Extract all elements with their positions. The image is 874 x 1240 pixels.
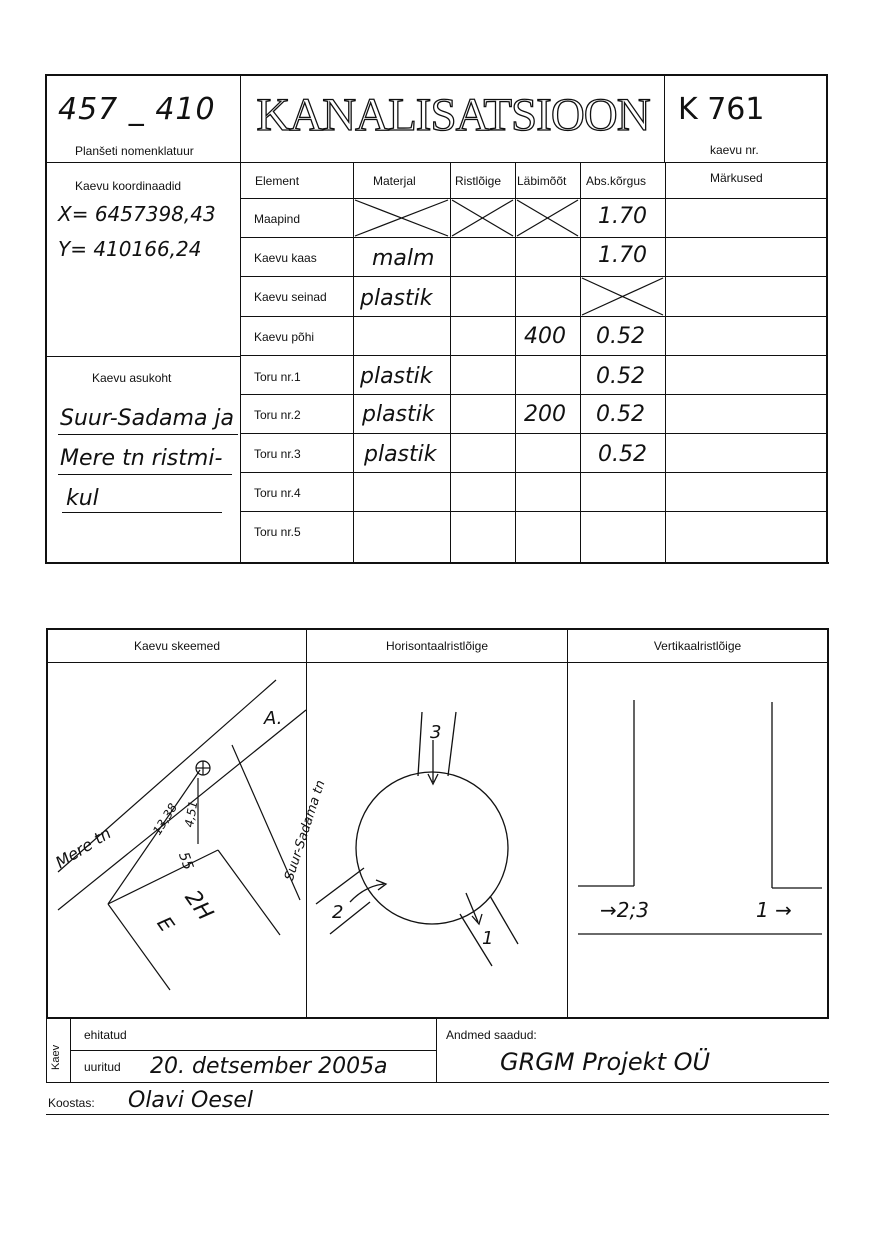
row-element: Toru nr.2 bbox=[254, 408, 301, 422]
row-element: Toru nr.1 bbox=[254, 370, 301, 384]
scheme-title: Kaevu skeemed bbox=[133, 639, 221, 653]
compiled-label: Koostas: bbox=[48, 1096, 95, 1110]
horizontal-pipe-1: 1 bbox=[482, 928, 494, 949]
header-notes: Märkused bbox=[710, 171, 763, 185]
built-label: ehitatud bbox=[84, 1028, 127, 1042]
location-line-1: Suur-Sadama ja bbox=[60, 406, 235, 431]
row-element: Toru nr.4 bbox=[254, 486, 301, 500]
header-diameter: Läbimõõt bbox=[517, 174, 567, 188]
measured-label: uuritud bbox=[84, 1060, 121, 1074]
location-line-2: Mere tn ristmi- bbox=[60, 446, 223, 471]
row-element: Kaevu kaas bbox=[254, 251, 317, 265]
row-element: Kaevu põhi bbox=[254, 330, 315, 344]
scheme-label-building: 2H bbox=[179, 886, 218, 926]
header-material: Materjal bbox=[373, 174, 416, 188]
location-line-3: kul bbox=[66, 486, 99, 511]
coordinate-x: X= 6457398,43 bbox=[58, 202, 216, 226]
nomenclature-value: 457 _ 410 bbox=[58, 92, 216, 127]
compiled-value: Olavi Oesel bbox=[128, 1088, 253, 1113]
well-number-label: kaevu nr. bbox=[710, 143, 759, 157]
well-number-value: K 761 bbox=[678, 92, 765, 127]
row-material: plastik bbox=[362, 402, 435, 427]
measured-value: 20. detsember 2005a bbox=[150, 1054, 388, 1079]
location-label: Kaevu asukoht bbox=[92, 371, 172, 385]
header-cross-section: Ristlõige bbox=[455, 174, 502, 188]
row-material: plastik bbox=[360, 286, 433, 311]
vertical-section-title: Vertikaalristlõige bbox=[653, 639, 742, 653]
vertical-label-left: →2;3 bbox=[600, 898, 649, 922]
scheme-label-suur: Suur-Sadama tn bbox=[282, 778, 329, 883]
horizontal-pipe-3: 3 bbox=[430, 722, 442, 743]
row-diameter: 200 bbox=[524, 402, 566, 427]
header-element: Element bbox=[255, 174, 300, 188]
row-height: 1.70 bbox=[598, 243, 647, 268]
page-title: KANALISATSIOON bbox=[256, 89, 650, 141]
footer-side-label: Kaev bbox=[50, 1044, 62, 1070]
row-material: malm bbox=[372, 246, 435, 271]
row-height: 0.52 bbox=[596, 324, 645, 349]
vertical-label-right: 1 → bbox=[756, 898, 792, 922]
header-abs-height: Abs.kõrgus bbox=[586, 174, 647, 188]
scheme-label-a: A. bbox=[264, 708, 283, 729]
data-from-value: GRGM Projekt OÜ bbox=[500, 1048, 711, 1076]
row-height: 0.52 bbox=[596, 364, 645, 389]
row-material: plastik bbox=[360, 364, 433, 389]
scheme-dim-2: 4,51 bbox=[182, 799, 201, 829]
scheme-label-e: E bbox=[152, 912, 180, 937]
row-diameter: 400 bbox=[524, 324, 566, 349]
horizontal-section-title: Horisontaalristlõige bbox=[385, 639, 489, 653]
nomenclature-label: Planšeti nomenklatuur bbox=[75, 144, 194, 158]
row-height: 1.70 bbox=[598, 204, 647, 229]
row-element: Toru nr.3 bbox=[254, 447, 301, 461]
row-element: Kaevu seinad bbox=[254, 290, 327, 304]
scheme-dim-3: 55 bbox=[174, 850, 197, 873]
row-height: 0.52 bbox=[598, 442, 647, 467]
data-from-label: Andmed saadud: bbox=[446, 1028, 537, 1042]
horizontal-pipe-2: 2 bbox=[332, 902, 344, 923]
row-element: Maapind bbox=[254, 212, 301, 226]
coordinate-y: Y= 410166,24 bbox=[58, 237, 202, 261]
coordinates-label: Kaevu koordinaadid bbox=[75, 179, 182, 193]
row-element: Toru nr.5 bbox=[254, 525, 301, 539]
row-height: 0.52 bbox=[596, 402, 645, 427]
scheme-label-mere: Mere tn bbox=[52, 823, 115, 873]
scheme-dim-1: 13,38 bbox=[150, 800, 181, 838]
row-material: plastik bbox=[364, 442, 437, 467]
